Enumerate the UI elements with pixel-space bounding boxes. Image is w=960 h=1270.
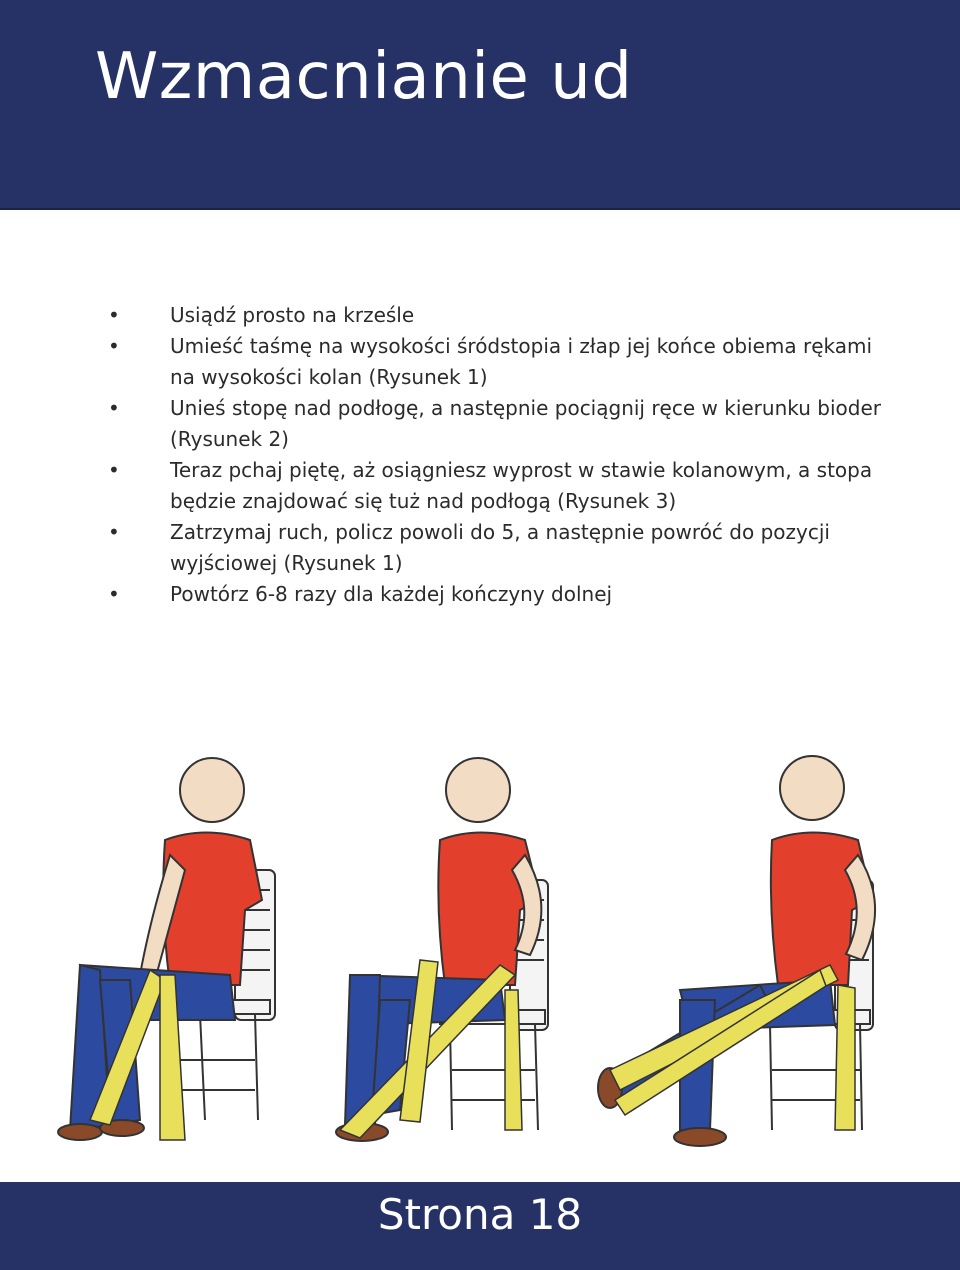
instruction-text: Zatrzymaj ruch, policz powoli do 5, a następnie powróć do pozycji wyjściowej (Rysunek 1) <box>170 520 830 575</box>
head-icon <box>180 758 244 822</box>
header-divider <box>0 208 960 210</box>
person-seated-figure-1 <box>58 758 275 1140</box>
instruction-item <box>108 517 888 579</box>
bullet-icon: • <box>108 396 120 420</box>
bullet-icon: • <box>108 458 120 482</box>
instruction-text: Teraz pchaj piętę, aż osiągniesz wyprost w stawie kolanowym, a stopa będzie znajdować się tuż nad podłogą (Rysunek 3) <box>170 458 873 513</box>
head-icon <box>780 756 844 820</box>
instruction-item <box>108 455 888 517</box>
instruction-text: Umieść taśmę na wysokości śródstopia i złap jej końce obiema rękami na wysokości kolan (Rysunek 1) <box>170 334 873 389</box>
exercise-illustrations <box>0 730 960 1170</box>
bullet-icon: • <box>108 582 120 606</box>
instruction-text: Usiądź prosto na krześle <box>170 303 415 327</box>
page-title: Wzmacnianie ud <box>95 40 633 114</box>
person-seated-figure-3 <box>598 756 875 1146</box>
instruction-list <box>108 300 888 610</box>
instruction-item <box>108 300 888 331</box>
instruction-item <box>108 331 888 393</box>
person-seated-figure-2 <box>336 758 548 1141</box>
header-banner <box>0 0 960 210</box>
bullet-icon: • <box>108 303 120 327</box>
bullet-icon: • <box>108 334 120 358</box>
head-icon <box>446 758 510 822</box>
instruction-text: Powtórz 6-8 razy dla każdej kończyny dolnej <box>170 582 613 606</box>
bullet-icon: • <box>108 520 120 544</box>
instruction-text: Unieś stopę nad podłogę, a następnie pociągnij ręce w kierunku bioder (Rysunek 2) <box>170 396 881 451</box>
instruction-item <box>108 393 888 455</box>
page-number: Strona 18 <box>377 1190 583 1239</box>
instruction-item <box>108 579 888 610</box>
